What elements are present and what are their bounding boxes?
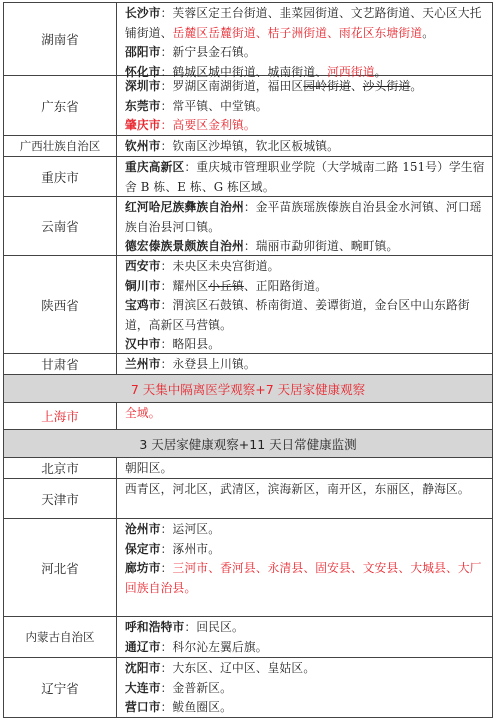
detail-text: 小丘镇 bbox=[208, 278, 244, 293]
city-name: 沈阳市 bbox=[125, 661, 161, 675]
table-row bbox=[3, 157, 493, 197]
detail-text: ：略阳县。 bbox=[160, 337, 221, 351]
city-name: 大连市 bbox=[125, 680, 161, 695]
province-cell: 北京市 bbox=[4, 458, 117, 478]
detail-cell bbox=[117, 354, 492, 374]
table-row bbox=[3, 617, 493, 658]
detail-text: ：罗湖区南湖街道，福田区 bbox=[160, 79, 304, 93]
detail-text: ：运河区。 bbox=[160, 522, 221, 536]
detail-cell bbox=[117, 403, 492, 429]
detail-text: ：瑞丽市勐卯街道、畹町镇。 bbox=[243, 239, 399, 253]
detail-text: ：金普新区。 bbox=[160, 680, 232, 695]
detail-text: 全域。 bbox=[125, 406, 161, 420]
city-name: 兰州市 bbox=[125, 357, 161, 371]
detail-paragraph bbox=[125, 520, 488, 540]
detail-text: 。 bbox=[422, 25, 435, 40]
table-row bbox=[3, 2, 493, 79]
detail-text: ：重庆城市管理职业学院（大学城南二路 151号）学生宿舍 B 栋、E 栋、G 栋区域。 bbox=[125, 160, 485, 194]
city-name: 德宏傣族景颇族自治州 bbox=[125, 239, 244, 253]
city-name: 保定市 bbox=[125, 541, 161, 556]
detail-text: ：芙蓉区定王台街道、韭菜园街道、文艺路街道、天心区大托铺街道、 bbox=[125, 6, 482, 40]
detail-text: 。 bbox=[374, 64, 387, 79]
detail-text: ：耀州区 bbox=[160, 278, 209, 293]
detail-paragraph bbox=[125, 277, 488, 297]
detail-paragraph bbox=[125, 43, 488, 63]
city-name: 怀化市 bbox=[125, 64, 161, 79]
city-name: 邵阳市 bbox=[125, 45, 161, 59]
detail-text: ：永登县上川镇。 bbox=[160, 357, 256, 371]
detail-text: 河西街道 bbox=[327, 64, 375, 79]
detail-paragraph bbox=[125, 335, 488, 355]
detail-cell bbox=[117, 458, 492, 478]
detail-cell bbox=[117, 136, 492, 156]
city-name: 钦州市 bbox=[125, 139, 161, 153]
table-row bbox=[3, 403, 493, 430]
detail-text: 西青区，河北区，武清区，滨海新区，南开区，东丽区，静海区。 bbox=[125, 482, 470, 496]
banner-text: 7 天集中隔离医学观察+7 天居家健康观察 bbox=[130, 381, 366, 397]
detail-paragraph bbox=[125, 559, 488, 598]
city-name: 营口市 bbox=[125, 700, 161, 714]
detail-text: ：渭滨区石鼓镇、桥南街道、姜谭街道，金台区中山东路街道，高新区马营镇。 bbox=[125, 298, 470, 332]
city-name: 宝鸡市 bbox=[125, 298, 161, 312]
city-name: 廊坊市 bbox=[125, 561, 161, 575]
city-name: 西安市 bbox=[125, 259, 161, 273]
detail-cell bbox=[117, 617, 492, 657]
detail-text: 沙头街道 bbox=[362, 79, 411, 93]
detail-text: ：钦南区沙埠镇，钦北区板城镇。 bbox=[160, 139, 339, 153]
city-name: 深圳市 bbox=[125, 79, 161, 93]
detail-paragraph bbox=[125, 679, 488, 699]
table-row bbox=[3, 197, 493, 256]
detail-cell bbox=[117, 76, 492, 135]
detail-text: 园岭街道 bbox=[303, 79, 351, 93]
banner-text: 3 天居家健康观察+11 天日常健康监测 bbox=[139, 436, 357, 452]
detail-text: ：未央区未央宫街道。 bbox=[160, 259, 280, 273]
region-table bbox=[3, 2, 493, 718]
detail-text: 、正阳路街道。 bbox=[243, 278, 328, 293]
detail-text: ：高要区金利镇。 bbox=[160, 118, 256, 132]
detail-text: 岳麓区岳麓街道、桔子洲街道、雨花区东塘街道 bbox=[172, 25, 423, 40]
detail-paragraph bbox=[125, 77, 488, 97]
section-banner bbox=[3, 430, 493, 458]
province-cell: 广西壮族自治区 bbox=[4, 136, 117, 156]
province-cell: 辽宁省 bbox=[4, 658, 117, 717]
detail-cell bbox=[117, 479, 492, 518]
detail-text: ：鹤城区城中街道、城南街道、 bbox=[160, 64, 328, 79]
detail-text: ：常平镇、中堂镇。 bbox=[160, 98, 268, 113]
province-cell: 河北省 bbox=[4, 519, 117, 616]
detail-paragraph bbox=[125, 97, 488, 117]
detail-paragraph bbox=[125, 158, 488, 197]
province-cell: 重庆市 bbox=[4, 157, 117, 196]
table-row bbox=[3, 458, 493, 479]
detail-paragraph bbox=[125, 257, 488, 277]
detail-cell bbox=[117, 658, 492, 717]
city-name: 沧州市 bbox=[125, 522, 161, 536]
detail-paragraph bbox=[125, 618, 488, 638]
detail-cell bbox=[117, 519, 492, 616]
city-name: 铜川市 bbox=[125, 278, 161, 293]
detail-paragraph bbox=[125, 296, 488, 335]
detail-text: ： bbox=[160, 561, 173, 575]
detail-paragraph bbox=[125, 237, 488, 257]
province-cell: 天津市 bbox=[4, 479, 117, 518]
detail-paragraph bbox=[125, 480, 488, 500]
detail-text: ：鲅鱼圈区。 bbox=[160, 700, 232, 714]
detail-text: 三河市、香河县、永清县、固安县、文安县、大城县、大厂回族自治县。 bbox=[125, 561, 482, 595]
table-row bbox=[3, 256, 493, 354]
detail-paragraph bbox=[125, 116, 488, 136]
section-banner bbox=[3, 375, 493, 403]
detail-paragraph bbox=[125, 355, 488, 375]
detail-paragraph bbox=[125, 4, 488, 43]
province-cell: 云南省 bbox=[4, 197, 117, 255]
province-cell: 甘肃省 bbox=[4, 354, 117, 374]
city-name: 重庆高新区 bbox=[125, 160, 185, 174]
detail-cell bbox=[117, 197, 492, 255]
province-cell: 广东省 bbox=[4, 76, 117, 135]
city-name: 长沙市 bbox=[125, 6, 161, 20]
city-name: 通辽市 bbox=[125, 639, 161, 654]
table-row bbox=[3, 136, 493, 157]
detail-paragraph bbox=[125, 540, 488, 560]
detail-paragraph bbox=[125, 137, 488, 157]
city-name: 呼和浩特市 bbox=[125, 620, 185, 634]
table-row bbox=[3, 658, 493, 718]
province-cell: 内蒙古自治区 bbox=[4, 617, 117, 657]
detail-paragraph bbox=[125, 698, 488, 718]
detail-text: 。 bbox=[410, 79, 423, 93]
province-cell: 湖南省 bbox=[4, 3, 117, 75]
city-name: 肇庆市 bbox=[125, 118, 161, 132]
city-name: 汉中市 bbox=[125, 337, 161, 351]
detail-text: ：新宁县金石镇。 bbox=[160, 45, 256, 59]
detail-cell bbox=[117, 256, 492, 353]
detail-text: ：涿州市。 bbox=[160, 541, 221, 556]
table-row bbox=[3, 354, 493, 375]
detail-paragraph bbox=[125, 198, 488, 237]
city-name: 红河哈尼族彝族自治州 bbox=[125, 200, 244, 214]
city-name: 东莞市 bbox=[125, 98, 161, 113]
table-row bbox=[3, 479, 493, 519]
detail-text: ：金平苗族瑶族傣族自治县金水河镇、河口瑶族自治县河口镇。 bbox=[125, 200, 482, 234]
detail-paragraph bbox=[125, 638, 488, 658]
detail-paragraph bbox=[125, 459, 488, 479]
province-cell: 陕西省 bbox=[4, 256, 117, 353]
detail-paragraph bbox=[125, 404, 488, 424]
detail-text: ：科尔沁左翼后旗。 bbox=[160, 639, 268, 654]
detail-text: ：回民区。 bbox=[184, 620, 244, 634]
province-cell: 上海市 bbox=[4, 403, 117, 429]
detail-text: 朝阳区。 bbox=[125, 461, 173, 475]
detail-text: 、 bbox=[350, 79, 363, 93]
detail-paragraph bbox=[125, 659, 488, 679]
detail-text: ：大东区、辽中区、皇姑区。 bbox=[160, 661, 316, 675]
table-row bbox=[3, 76, 493, 136]
table-row bbox=[3, 519, 493, 617]
detail-cell bbox=[117, 3, 492, 79]
detail-cell bbox=[117, 157, 492, 196]
